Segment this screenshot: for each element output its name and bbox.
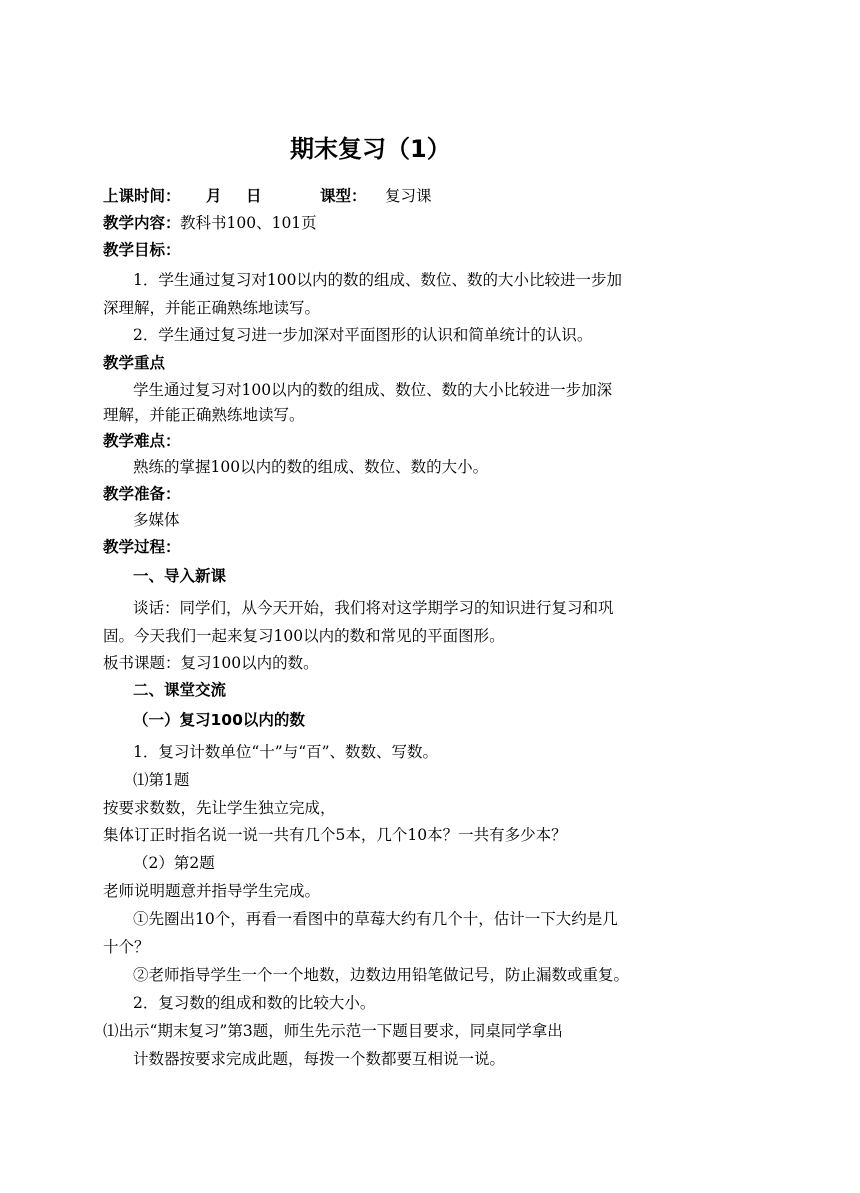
section-1-p1-line-2: 固。今天我们一起来复习100以内的数和常见的平面图形。 (103, 627, 505, 645)
question-2-circle-1-line-1: ①先圈出10个，再看一看图中的草莓大约有几个十，估计一下大约是几 (133, 910, 618, 928)
page-title: 期末复习（1） (290, 135, 451, 163)
question-1-line-2: 集体订正时指名说一说一共有几个5本，几个10本？一共有多少本？ (103, 826, 567, 844)
lesson-type-label: 课型： (320, 187, 367, 205)
question-2-circle-1-line-2: 十个？ (103, 938, 150, 956)
section-1-p1-line-1: 谈话：同学们，从今天开始，我们将对这学期学习的知识进行复习和巩 (133, 599, 614, 617)
key-points-label: 教学重点 (103, 354, 166, 372)
question-2-circle-2: ②老师指导学生一个一个地数，边数边用铅笔做记号，防止漏数或重复。 (133, 966, 630, 984)
day-label: 日 (246, 187, 262, 205)
key-points-line-2: 理解，并能正确熟练地读写。 (103, 406, 305, 424)
key-points-line-1: 学生通过复习对100以内的数的组成、数位、数的大小比较进一步加深 (133, 381, 613, 399)
item-2-p1-line-2: 计数器按要求完成此题，每拨一个数都要互相说一说。 (133, 1050, 506, 1068)
difficulty-line-1: 熟练的掌握100以内的数的组成、数位、数的大小。 (133, 458, 489, 476)
section-1-p2: 板书课题：复习100以内的数。 (103, 654, 319, 672)
preparation-line-1: 多媒体 (133, 511, 180, 529)
content-label: 教学内容： (103, 214, 181, 232)
goals-label: 教学目标： (103, 241, 181, 259)
item-2-p1-line-1: ⑴出示“期末复习”第3题，师生先示范一下题目要求，同桌同学拿出 (103, 1022, 563, 1040)
month-label: 月 (206, 187, 222, 205)
goal-1-line-2: 深理解，并能正确熟练地读写。 (103, 299, 321, 317)
question-2-line-1: 老师说明题意并指导学生完成。 (103, 882, 321, 900)
question-1: ⑴第1题 (133, 771, 190, 789)
item-2: 2．复习数的组成和数的比较大小。 (133, 994, 376, 1012)
section-1-heading: 一、导入新课 (133, 567, 227, 585)
content-value: 教科书100、101页 (180, 214, 317, 232)
preparation-label: 教学准备： (103, 485, 181, 503)
lesson-type-value: 复习课 (385, 187, 432, 205)
class-time-label: 上课时间： (103, 187, 181, 205)
item-1: 1．复习计数单位“十”与“百”、数数、写数。 (133, 743, 439, 761)
difficulty-label: 教学难点： (103, 432, 181, 450)
section-2-heading: 二、课堂交流 (133, 681, 227, 699)
process-label: 教学过程： (103, 538, 181, 556)
goal-2: 2．学生通过复习进一步加深对平面图形的认识和简单统计的认识。 (133, 326, 593, 344)
question-1-line-1: 按要求数数，先让学生独立完成， (103, 799, 336, 817)
question-2: （2）第2题 (133, 854, 215, 872)
goal-1-line-1: 1．学生通过复习对100以内的数的组成、数位、数的大小比较进一步加 (133, 271, 622, 289)
section-2-subheading-1: （一）复习100以内的数 (133, 711, 305, 729)
